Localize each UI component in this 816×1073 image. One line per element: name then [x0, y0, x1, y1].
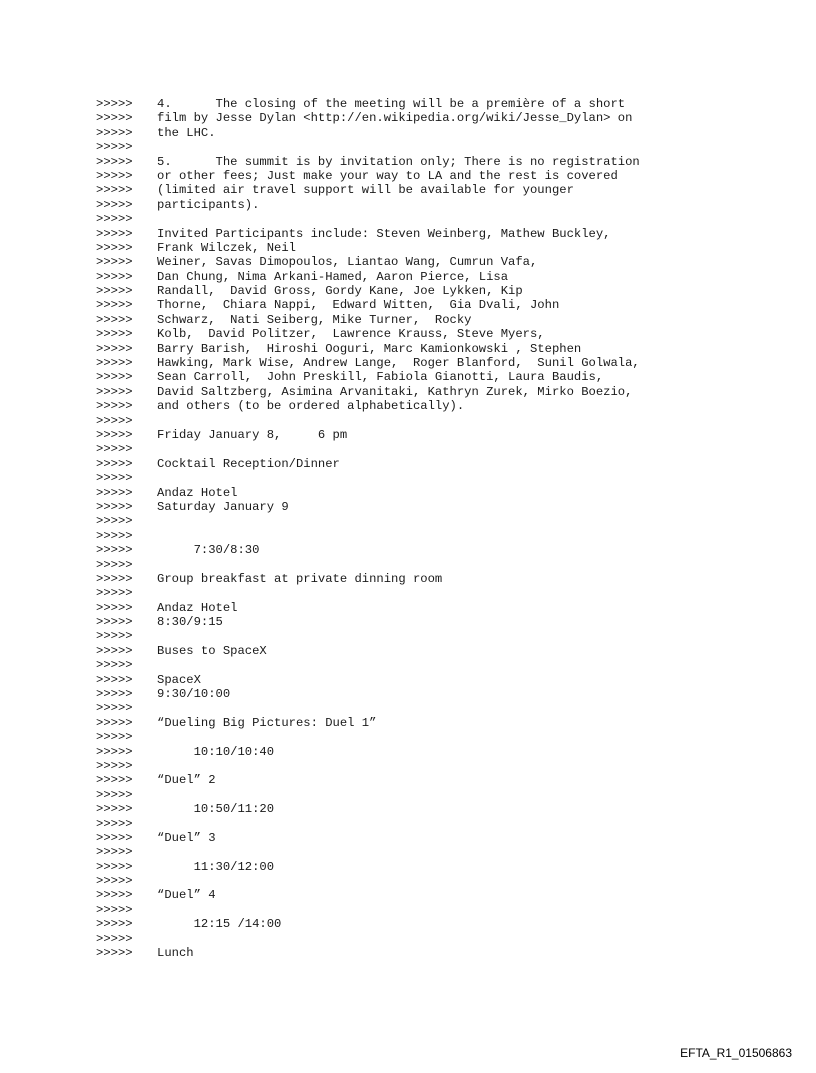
- quote-marker: >>>>>: [96, 456, 133, 471]
- quote-marker: >>>>>: [96, 658, 133, 673]
- quote-marker: >>>>>: [96, 384, 133, 399]
- quote-marker: >>>>>: [96, 643, 133, 658]
- line-text: Buses to SpaceX: [157, 643, 267, 658]
- quoted-line: [96, 745, 786, 759]
- quote-marker: >>>>>: [96, 859, 133, 874]
- quote-marker: >>>>>: [96, 917, 133, 932]
- quote-marker: >>>>>: [96, 931, 133, 946]
- quote-marker: >>>>>: [96, 888, 133, 903]
- quoted-line: [96, 687, 786, 701]
- quoted-line: [96, 845, 786, 859]
- line-text: “Dueling Big Pictures: Duel 1”: [157, 715, 377, 730]
- quoted-line: [96, 615, 786, 629]
- quote-marker: >>>>>: [96, 168, 133, 183]
- line-text: 12:15 /14:00: [157, 917, 282, 932]
- line-text: or other fees; Just make your way to LA and the rest is covered: [157, 168, 618, 183]
- quoted-line: [96, 644, 786, 658]
- line-text: [157, 874, 786, 888]
- quote-marker: >>>>>: [96, 125, 133, 140]
- line-text: [157, 730, 786, 744]
- quote-marker: >>>>>: [96, 212, 133, 227]
- quoted-line: [96, 140, 786, 154]
- line-text: 7:30/8:30: [157, 543, 260, 558]
- quote-marker: >>>>>: [96, 427, 133, 442]
- quoted-line: [96, 701, 786, 715]
- quote-marker: >>>>>: [96, 413, 133, 428]
- quoted-line: [96, 97, 786, 111]
- quoted-line: [96, 356, 786, 370]
- line-text: Thorne, Chiara Nappi, Edward Witten, Gia Dvali, John: [157, 298, 560, 313]
- quote-marker: >>>>>: [96, 902, 133, 917]
- quote-marker: >>>>>: [96, 298, 133, 313]
- quote-marker: >>>>>: [96, 687, 133, 702]
- line-text: [157, 414, 786, 428]
- quoted-line: [96, 327, 786, 341]
- quote-marker: >>>>>: [96, 514, 133, 529]
- line-text: “Duel” 2: [157, 773, 216, 788]
- line-text: Andaz Hotel: [157, 485, 238, 500]
- quoted-line: [96, 428, 786, 442]
- quoted-line: [96, 370, 786, 384]
- quote-marker: >>>>>: [96, 284, 133, 299]
- quote-marker: >>>>>: [96, 485, 133, 500]
- line-text: the LHC.: [157, 125, 216, 140]
- quoted-line: [96, 169, 786, 183]
- quoted-line: [96, 629, 786, 643]
- quoted-line: [96, 183, 786, 197]
- quote-marker: >>>>>: [96, 802, 133, 817]
- line-text: Kolb, David Politzer, Lawrence Krauss, Steve Myers,: [157, 327, 545, 342]
- quote-marker: >>>>>: [96, 672, 133, 687]
- line-text: “Duel” 3: [157, 830, 216, 845]
- line-text: “Duel” 4: [157, 888, 216, 903]
- line-text: 8:30/9:15: [157, 615, 223, 630]
- quoted-line: [96, 874, 786, 888]
- line-text: [157, 140, 786, 154]
- quoted-line: [96, 111, 786, 125]
- quoted-line: [96, 586, 786, 600]
- line-text: Frank Wilczek, Neil: [157, 240, 296, 255]
- line-text: Lunch: [157, 946, 194, 961]
- line-text: [157, 629, 786, 643]
- quoted-line: [96, 212, 786, 226]
- quoted-line: [96, 888, 786, 902]
- line-text: Schwarz, Nati Seiberg, Mike Turner, Rocky: [157, 312, 472, 327]
- quote-marker: >>>>>: [96, 240, 133, 255]
- quoted-line: [96, 558, 786, 572]
- quoted-line: [96, 658, 786, 672]
- quote-marker: >>>>>: [96, 845, 133, 860]
- quote-marker: >>>>>: [96, 226, 133, 241]
- quoted-line: [96, 759, 786, 773]
- line-text: [157, 514, 786, 528]
- quote-marker: >>>>>: [96, 830, 133, 845]
- quoted-line: [96, 198, 786, 212]
- line-text: 10:50/11:20: [157, 802, 275, 817]
- line-text: Hawking, Mark Wise, Andrew Lange, Roger Blanford, Sunil Golwala,: [157, 356, 640, 371]
- quoted-line: [96, 543, 786, 557]
- line-text: Weiner, Savas Dimopoulos, Liantao Wang, Cumrun Vafa,: [157, 255, 538, 270]
- line-text: Sean Carroll, John Preskill, Fabiola Gianotti, Laura Baudis,: [157, 370, 604, 385]
- document-id-footer: EFTA_R1_01506863: [680, 1046, 792, 1060]
- quoted-line: [96, 155, 786, 169]
- quote-marker: >>>>>: [96, 154, 133, 169]
- quoted-line: [96, 932, 786, 946]
- line-text: 10:10/10:40: [157, 744, 275, 759]
- quote-marker: >>>>>: [96, 557, 133, 572]
- quoted-line: [96, 486, 786, 500]
- quoted-line: [96, 903, 786, 917]
- quote-marker: >>>>>: [96, 701, 133, 716]
- quote-marker: >>>>>: [96, 356, 133, 371]
- line-text: Andaz Hotel: [157, 600, 238, 615]
- quoted-line: [96, 414, 786, 428]
- line-text: Friday January 8, 6 pm: [157, 427, 348, 442]
- line-text: [157, 558, 786, 572]
- line-text: SpaceX: [157, 672, 201, 687]
- quote-marker: >>>>>: [96, 758, 133, 773]
- line-text: [157, 845, 786, 859]
- quoted-line: [96, 917, 786, 931]
- line-text: [157, 932, 786, 946]
- quote-marker: >>>>>: [96, 629, 133, 644]
- quoted-line: [96, 514, 786, 528]
- quote-marker: >>>>>: [96, 773, 133, 788]
- quote-marker: >>>>>: [96, 111, 133, 126]
- quote-marker: >>>>>: [96, 471, 133, 486]
- quote-marker: >>>>>: [96, 730, 133, 745]
- quoted-line: [96, 730, 786, 744]
- line-text: film by Jesse Dylan <http://en.wikipedia.org/wiki/Jesse_Dylan> on: [157, 111, 633, 126]
- quote-marker: >>>>>: [96, 269, 133, 284]
- line-text: [157, 442, 786, 456]
- quoted-line: [96, 399, 786, 413]
- quote-marker: >>>>>: [96, 341, 133, 356]
- line-text: Saturday January 9: [157, 499, 289, 514]
- quoted-line: [96, 255, 786, 269]
- quoted-line: [96, 529, 786, 543]
- line-text: Group breakfast at private dinning room: [157, 571, 443, 586]
- line-text: [157, 471, 786, 485]
- line-text: 5. The summit is by invitation only; There is no registration: [157, 154, 640, 169]
- line-text: Dan Chung, Nima Arkani-Hamed, Aaron Pierce, Lisa: [157, 269, 509, 284]
- quote-marker: >>>>>: [96, 787, 133, 802]
- line-text: [157, 788, 786, 802]
- line-text: [157, 586, 786, 600]
- quote-marker: >>>>>: [96, 312, 133, 327]
- quoted-line: [96, 817, 786, 831]
- quoted-line: [96, 284, 786, 298]
- quote-marker: >>>>>: [96, 615, 133, 630]
- quote-marker: >>>>>: [96, 499, 133, 514]
- quote-marker: >>>>>: [96, 399, 133, 414]
- quoted-line: [96, 802, 786, 816]
- quoted-line: [96, 298, 786, 312]
- quoted-line: [96, 860, 786, 874]
- quoted-line: [96, 471, 786, 485]
- quote-marker: >>>>>: [96, 183, 133, 198]
- quoted-line: [96, 270, 786, 284]
- quote-marker: >>>>>: [96, 946, 133, 961]
- line-text: Invited Participants include: Steven Weinberg, Mathew Buckley,: [157, 226, 611, 241]
- quoted-line: [96, 385, 786, 399]
- quote-marker: >>>>>: [96, 255, 133, 270]
- quote-marker: >>>>>: [96, 543, 133, 558]
- quoted-line: [96, 788, 786, 802]
- quoted-line: [96, 673, 786, 687]
- quoted-line: [96, 457, 786, 471]
- quoted-line: [96, 442, 786, 456]
- quote-marker: >>>>>: [96, 140, 133, 155]
- quoted-line: [96, 601, 786, 615]
- line-text: [157, 212, 786, 226]
- quoted-line: [96, 313, 786, 327]
- email-quoted-body: [96, 97, 786, 960]
- quoted-line: [96, 342, 786, 356]
- line-text: Barry Barish, Hiroshi Ooguri, Marc Kamionkowski , Stephen: [157, 341, 582, 356]
- line-text: participants).: [157, 197, 260, 212]
- quote-marker: >>>>>: [96, 586, 133, 601]
- quoted-line: [96, 500, 786, 514]
- quoted-line: [96, 946, 786, 960]
- quote-marker: >>>>>: [96, 97, 133, 111]
- quote-marker: >>>>>: [96, 600, 133, 615]
- quote-marker: >>>>>: [96, 528, 133, 543]
- line-text: Cocktail Reception/Dinner: [157, 456, 340, 471]
- line-text: 9:30/10:00: [157, 687, 231, 702]
- line-text: 4. The closing of the meeting will be a première of a short: [157, 97, 626, 111]
- line-text: [157, 658, 786, 672]
- line-text: Randall, David Gross, Gordy Kane, Joe Lykken, Kip: [157, 284, 523, 299]
- quoted-line: [96, 773, 786, 787]
- line-text: (limited air travel support will be available for younger: [157, 183, 574, 198]
- quote-marker: >>>>>: [96, 816, 133, 831]
- quote-marker: >>>>>: [96, 327, 133, 342]
- quote-marker: >>>>>: [96, 370, 133, 385]
- line-text: [157, 529, 786, 543]
- quoted-line: [96, 227, 786, 241]
- line-text: [157, 903, 786, 917]
- quoted-line: [96, 241, 786, 255]
- quote-marker: >>>>>: [96, 571, 133, 586]
- line-text: 11:30/12:00: [157, 859, 275, 874]
- quoted-line: [96, 831, 786, 845]
- line-text: [157, 759, 786, 773]
- quoted-line: [96, 716, 786, 730]
- line-text: David Saltzberg, Asimina Arvanitaki, Kathryn Zurek, Mirko Boezio,: [157, 384, 633, 399]
- quote-marker: >>>>>: [96, 442, 133, 457]
- quoted-line: [96, 126, 786, 140]
- quote-marker: >>>>>: [96, 874, 133, 889]
- quote-marker: >>>>>: [96, 744, 133, 759]
- line-text: [157, 817, 786, 831]
- quote-marker: >>>>>: [96, 715, 133, 730]
- line-text: [157, 701, 786, 715]
- line-text: and others (to be ordered alphabetically).: [157, 399, 465, 414]
- quoted-line: [96, 572, 786, 586]
- quote-marker: >>>>>: [96, 197, 133, 212]
